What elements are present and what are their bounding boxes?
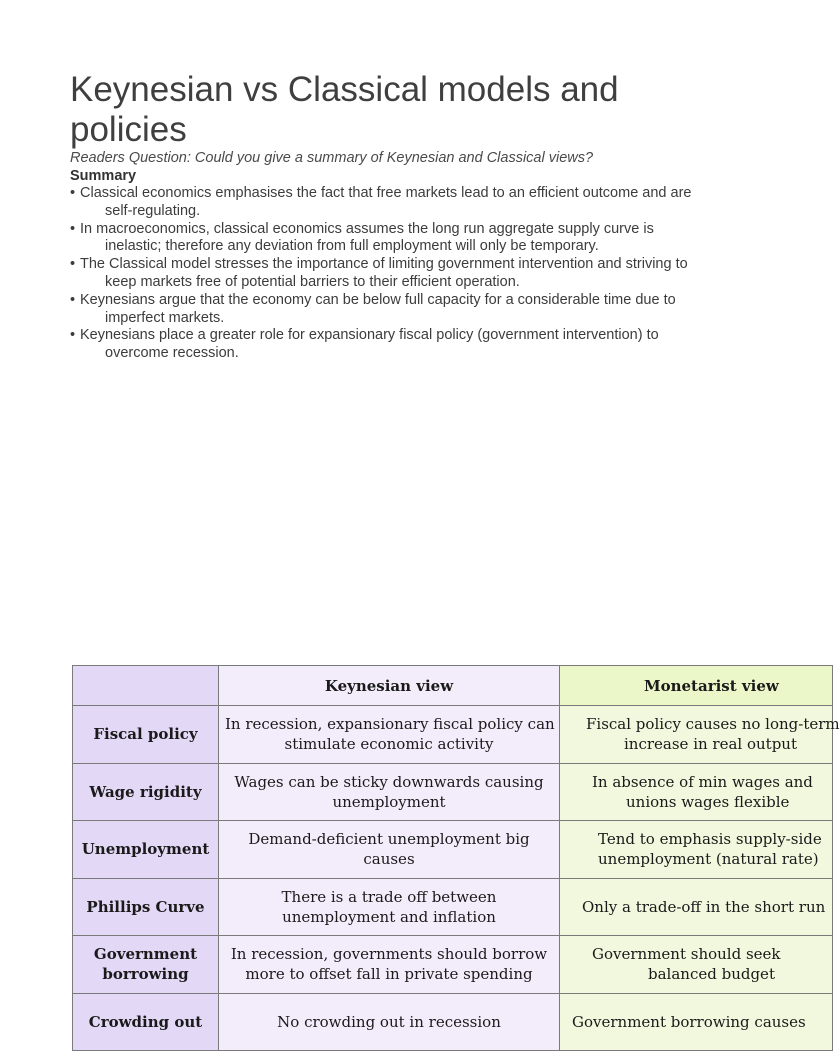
bullet-icon: •: [70, 185, 76, 201]
list-item: [70, 185, 710, 221]
summary-heading: Summary: [70, 168, 137, 184]
bullet-icon: •: [70, 220, 76, 237]
keynesian-column-header: Keynesian view: [219, 666, 560, 706]
comparison-table-image: [72, 665, 840, 1045]
monetarist-cell: Only a trade-off in the short run: [560, 878, 833, 936]
bullet-icon: •: [70, 327, 76, 344]
bullet-icon: •: [70, 256, 76, 273]
table-row: [73, 821, 833, 879]
bullet-icon: •: [70, 291, 76, 308]
table-row: [73, 878, 833, 936]
comparison-table: [72, 665, 840, 1051]
list-item: [70, 327, 710, 363]
keynesian-cell: Demand-deficient unemployment big causes: [219, 821, 560, 879]
list-item-text: Classical economics emphasises the fact that free markets lead to an efficient outcome and are self-regulating.: [80, 185, 692, 219]
table-row: [73, 763, 833, 821]
row-label-government-borrowing: Government borrowing: [73, 936, 219, 994]
summary-list: [70, 185, 710, 363]
monetarist-cell: Fiscal policy causes no long-term increase in real output: [560, 706, 833, 764]
table-corner-cell: [73, 666, 219, 706]
keynesian-cell: There is a trade off between unemployment and inflation: [219, 878, 560, 936]
keynesian-cell: Wages can be sticky downwards causing unemployment: [219, 763, 560, 821]
monetarist-cell: Tend to emphasis supply-side unemployment (natural rate): [560, 821, 833, 879]
readers-question: Readers Question: Could you give a summary of Keynesian and Classical views?: [70, 150, 594, 166]
monetarist-cell: Government should seek balanced budget: [560, 936, 833, 994]
monetarist-cell: In absence of min wages and unions wages flexible: [560, 763, 833, 821]
monetarist-column-header: Monetarist view: [560, 666, 833, 706]
table-row: [73, 993, 833, 1051]
row-label-wage-rigidity: Wage rigidity: [73, 763, 219, 821]
table-header-row: [73, 666, 833, 706]
list-item: [70, 221, 710, 257]
list-item-text: The Classical model stresses the importance of limiting government intervention and striving to keep markets free of potential barriers to their efficient operation.: [80, 256, 688, 290]
page-title: Keynesian vs Classical models and policies: [70, 70, 619, 149]
keynesian-cell: In recession, expansionary fiscal policy can stimulate economic activity: [219, 706, 560, 764]
list-item-text: In macroeconomics, classical economics assumes the long run aggregate supply curve is inelastic; therefore any deviation from full employment will only be temporary.: [80, 220, 654, 255]
row-label-phillips-curve: Phillips Curve: [73, 878, 219, 936]
keynesian-cell: In recession, governments should borrow more to offset fall in private spending: [219, 936, 560, 994]
list-item-text: Keynesians argue that the economy can be below full capacity for a considerable time due to imperfect markets.: [80, 291, 676, 326]
table-row: [73, 706, 833, 764]
keynesian-cell: No crowding out in recession: [219, 993, 560, 1051]
row-label-crowding-out: Crowding out: [73, 993, 219, 1051]
list-item: [70, 256, 710, 292]
table-row: [73, 936, 833, 994]
list-item-text: Keynesians place a greater role for expansionary fiscal policy (government intervention) to overcome recession.: [80, 327, 659, 362]
list-item: [70, 292, 710, 328]
row-label-unemployment: Unemployment: [73, 821, 219, 879]
monetarist-cell: Government borrowing causes: [560, 993, 833, 1051]
row-label-fiscal-policy: Fiscal policy: [73, 706, 219, 764]
